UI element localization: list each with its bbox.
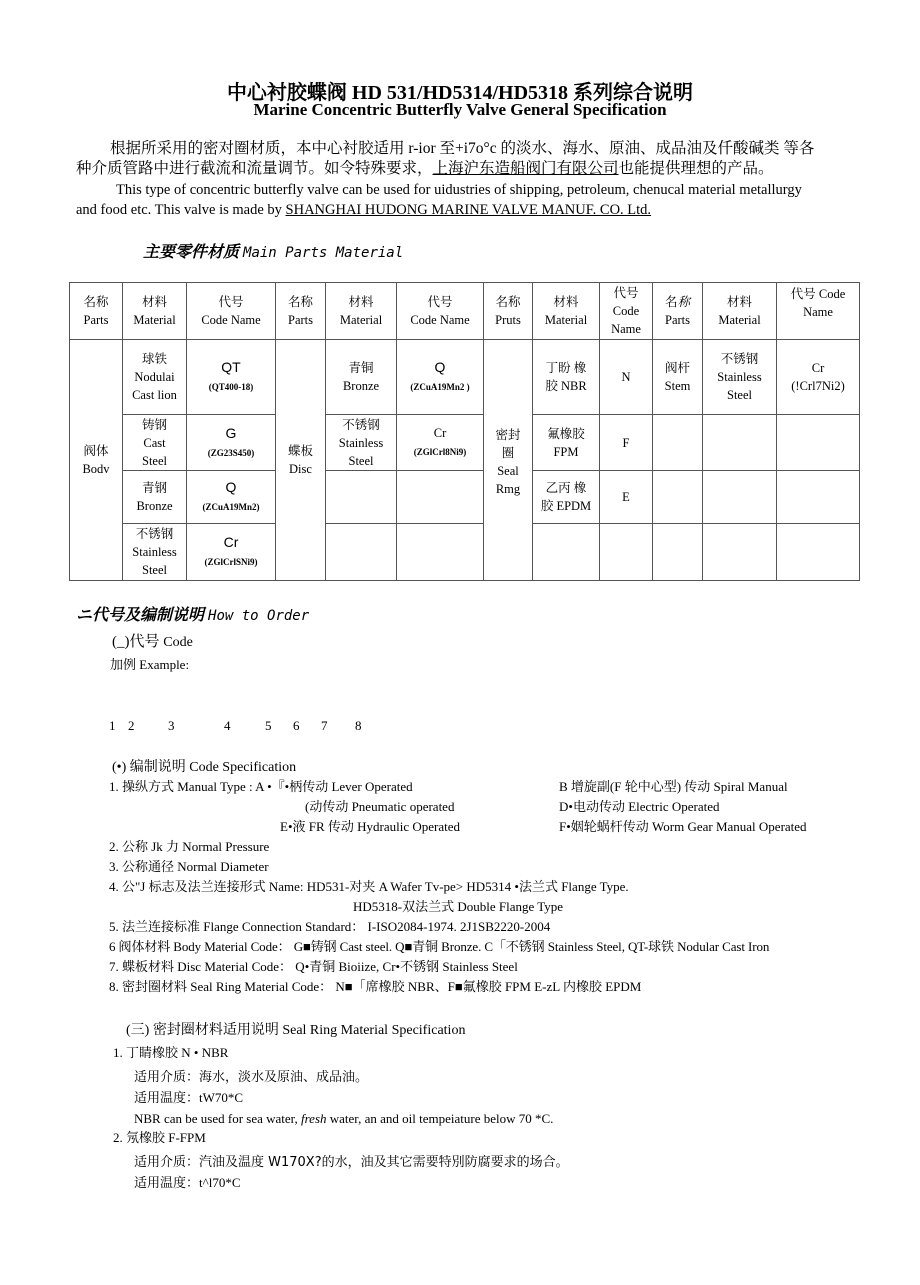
body-material-cell: 球铁 Nodulai Cast lion: [123, 340, 187, 415]
table-header-row: [70, 283, 860, 340]
empty-cell: [326, 524, 397, 581]
seal-nbr-title: 1. 丁睛橡胶 N • NBR: [113, 1045, 229, 1060]
empty-cell: [777, 415, 860, 471]
empty-cell: [653, 524, 703, 581]
intro-cn-text-a: 种介质管路中进行截流和流量调节。如令特殊要求，: [76, 160, 433, 177]
disc-material-cell: 青铜 Bronze: [326, 340, 397, 415]
section-main-parts-cn: 主要零件材质: [143, 244, 240, 261]
disc-material-cell: 不锈钢 Stainless Steel: [326, 415, 397, 471]
stem-material-cell: 不锈钢 Stainless Steel: [703, 340, 777, 415]
table-row: [70, 471, 860, 524]
intro-cn-text-b: 也能提供理想的产品。: [618, 160, 774, 177]
seal-material-cell: 丁盼 橡 胶 NBR: [533, 340, 600, 415]
code-position-6: 6: [293, 718, 300, 733]
company-name-cn: 上海沪东造船阀门有限公司: [432, 160, 619, 177]
code-position-3: 3: [168, 718, 175, 733]
table-row: [70, 415, 860, 471]
title-chinese: 中心衬胶蝶阀 HD 531/HD5314/HD5318 系列综合说明: [226, 82, 694, 104]
intro-en-text-a: and food etc. This valve is made by: [76, 202, 286, 218]
empty-cell: [326, 471, 397, 524]
spec-item-8: 8. 密封圈材料 Seal Ring Material Code： N■「席橡胶 NBR、F■氟橡胶 FPM E-zL 内橡胶 EPDM: [109, 979, 642, 994]
code-subheading: [112, 630, 193, 651]
empty-cell: [777, 524, 860, 581]
stem-part-cell: 阀杆 Stem: [653, 340, 703, 415]
intro-cn-line1: 根据所采用的密对圈材质，本中心衬胶适用 r-ior 至+i7o°c 的淡水、海水、原油、成品油及仟酸碱类 等各: [110, 140, 815, 157]
header-material: 材料 Material: [326, 283, 397, 340]
section-how-to-order-heading: [76, 602, 309, 625]
empty-cell: [397, 471, 484, 524]
empty-cell: [653, 471, 703, 524]
section-how-to-order-cn: ニ代号及编制说明: [76, 607, 205, 624]
header-name: 名称 Parts: [70, 283, 123, 340]
code-specification-heading: (•) 编制说明 Code Specification: [112, 760, 297, 775]
seal-nbr-english: NBR can be used for sea water, fresh water, an and oil tempeiature below 70 *C.: [134, 1111, 554, 1126]
body-material-cell: 不锈钢 Stainless Steel: [123, 524, 187, 581]
seal-material-cell: 氟橡胶 FPM: [533, 415, 600, 471]
spec-item-3: 3. 公称通径 Normal Diameter: [109, 859, 269, 874]
seal-material-cell: 乙丙 橡 胶 EPDM: [533, 471, 600, 524]
header-material: 材料 Material: [123, 283, 187, 340]
example-label: 加例 Example:: [110, 657, 190, 672]
spec-item-4-double-flange: HD5318-双法兰式 Double Flange Type: [353, 899, 564, 914]
seal-part-cell: 密封 圈 Seal Rmg: [484, 340, 533, 581]
empty-cell: [653, 415, 703, 471]
code-position-2: 2: [128, 718, 135, 733]
company-name-en: SHANGHAI HUDONG MARINE VALVE MANUF. CO. Ltd.: [285, 202, 652, 218]
table-row: [70, 340, 860, 415]
body-material-cell: 铸钢 Cast Steel: [123, 415, 187, 471]
section-main-parts-heading: [143, 239, 403, 262]
seal-ring-spec-heading: (三) 密封圈材料适用说明 Seal Ring Material Specification: [126, 1023, 466, 1038]
body-code-cell: QT (QT400-18): [187, 340, 276, 415]
empty-cell: [397, 524, 484, 581]
seal-fpm-medium: 适用介质：汽油及温度 W170X?的水，油及其它需要特別防腐要求的场合。: [134, 1155, 569, 1170]
seal-code-cell: E: [600, 471, 653, 524]
empty-cell: [703, 471, 777, 524]
title-english: Marine Concentric Butterfly Valve General Specification: [253, 100, 667, 119]
header-code: 代号 Code Name: [397, 283, 484, 340]
section-main-parts-en: Main Parts Material: [243, 245, 404, 261]
seal-code-cell: N: [600, 340, 653, 415]
code-position-8: 8: [355, 718, 362, 733]
section-how-to-order-en: How to Order: [208, 608, 310, 624]
spec-item-1-spiral: B 增旋副(F 轮中心型) 传动 Spiral Manual: [559, 779, 788, 794]
header-name: 名称 Parts: [653, 283, 703, 340]
code-position-7: 7: [321, 718, 328, 733]
spec-item-1: 1. 操纵方式 Manual Type : A •『•柄传动 Lever Operated: [109, 779, 413, 794]
intro-en-line2: [76, 200, 651, 220]
disc-part-cell: 蝶板 Disc: [276, 340, 326, 581]
code-subheading-cn: (_)代号: [112, 634, 160, 650]
disc-code-cell: Cr (ZGlCrl8Ni9): [397, 415, 484, 471]
code-position-5: 5: [265, 718, 272, 733]
body-code-cell: Cr (ZGlCrlSNi9): [187, 524, 276, 581]
code-position-1: 1: [109, 718, 116, 733]
header-code: 代号 Code Name: [600, 283, 653, 340]
code-position-4: 4: [224, 718, 231, 733]
header-material: 材料 Material: [703, 283, 777, 340]
intro-cn-line2: [76, 159, 774, 179]
spec-item-1-hydraulic: E•液 FR 传动 Hydraulic Operated: [280, 819, 461, 834]
spec-item-6: 6 阀体材料 Body Material Code： G■铸钢 Cast steel. Q■青铜 Bronze. C「不锈钢 Stainless Steel, QT-球铁 Nodular Cast Iron: [109, 939, 770, 954]
code-subheading-en: Code: [163, 635, 193, 650]
spec-item-4: 4. 公"J 标志及法兰连接形式 Name: HD531-对夹 A Wafer Tv-pe> HD5314 •法兰式 Flange Type.: [109, 879, 629, 894]
header-code: 代号 Code Name: [777, 283, 860, 340]
empty-cell: [533, 524, 600, 581]
spec-item-7: 7. 蝶板材料 Disc Material Code： Q•青铜 Bioiize, Cr•不锈钢 Stainless Steel: [109, 959, 518, 974]
spec-item-1-pneumatic: (动传动 Pneumatic operated: [305, 799, 455, 814]
table-row: [70, 524, 860, 581]
body-code-cell: G (ZG23S450): [187, 415, 276, 471]
header-material: 材料 Material: [533, 283, 600, 340]
empty-cell: [703, 524, 777, 581]
seal-fpm-title: 2. 氖橡胶 F-FPM: [113, 1130, 206, 1145]
empty-cell: [600, 524, 653, 581]
disc-code-cell: Q (ZCuA19Mn2 ): [397, 340, 484, 415]
header-code: 代号 Code Name: [187, 283, 276, 340]
main-parts-material-table: [69, 282, 860, 581]
body-code-cell: Q (ZCuA19Mn2): [187, 471, 276, 524]
intro-en-line1: This type of concentric butterfly valve can be used for uidustries of shipping, petroleum, chenucal material metallurgy: [116, 182, 802, 198]
header-name: 名称 Pruts: [484, 283, 533, 340]
spec-item-1-electric: D•电动传动 Electric Operated: [559, 799, 720, 814]
empty-cell: [703, 415, 777, 471]
empty-cell: [777, 471, 860, 524]
stem-code-cell: Cr (!Crl7Ni2): [777, 340, 860, 415]
seal-nbr-temperature: 适用温度：tW70*C: [134, 1090, 244, 1105]
spec-item-1-worm-gear: F•姻轮蜗杆传动 Worm Gear Manual Operated: [559, 819, 807, 834]
seal-nbr-medium: 适用介质：海水，淡水及原油、成品油。: [134, 1070, 369, 1085]
header-name: 名称 Parts: [276, 283, 326, 340]
seal-fpm-temperature: 适用温度：t^l70*C: [134, 1175, 241, 1190]
body-material-cell: 青钢 Bronze: [123, 471, 187, 524]
seal-code-cell: F: [600, 415, 653, 471]
spec-item-5: 5. 法兰连接标准 Flange Connection Standard： I-ISO2084-1974. 2J1SB2220-2004: [109, 919, 551, 934]
body-part-cell: 阀体 Bodv: [70, 340, 123, 581]
spec-item-2: 2. 公称 Jk 力 Normal Pressure: [109, 839, 270, 854]
